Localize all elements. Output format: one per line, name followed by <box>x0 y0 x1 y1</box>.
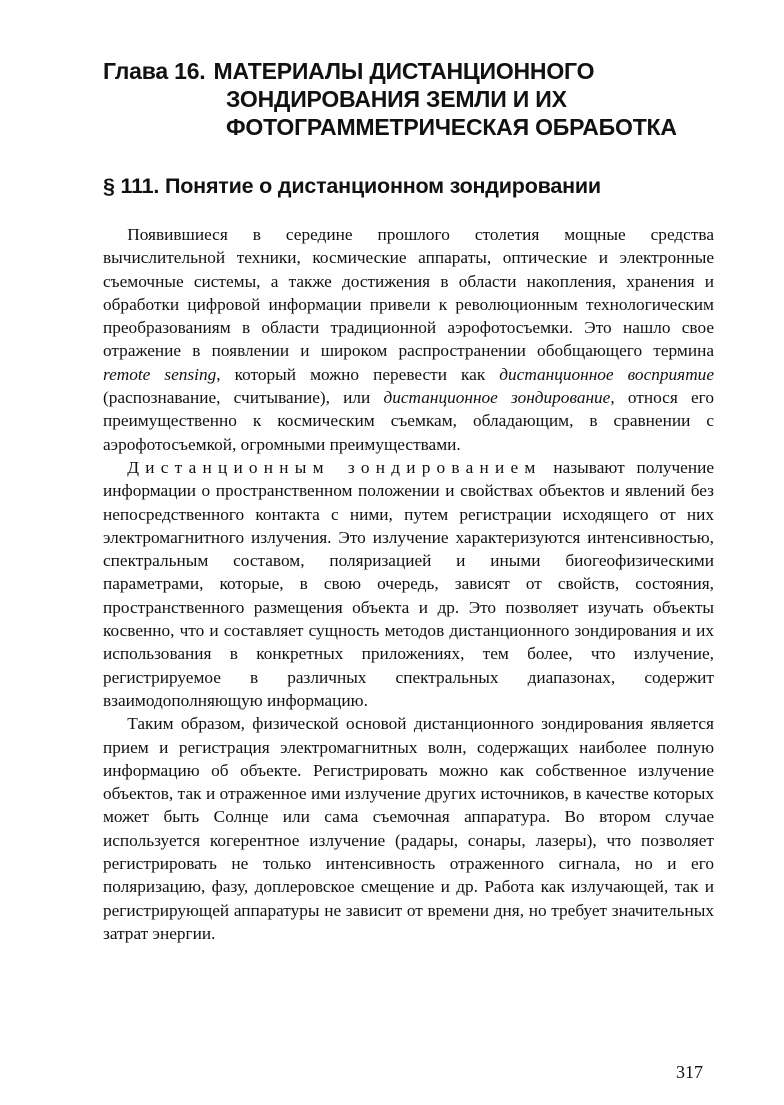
chapter-title-part-2: ЗОНДИРОВАНИЯ ЗЕМЛИ И ИХ <box>226 86 567 112</box>
paragraph-1-text-d: , относя его преимущественно к космическим съемкам, обладающим, в сравнении с аэрофотосъемкой, огромными преимуществами. <box>103 388 714 454</box>
term-remote-sensing: remote sensing <box>103 364 217 384</box>
paragraph-2 <box>103 456 714 712</box>
chapter-heading <box>103 57 743 141</box>
paragraph-1 <box>103 223 714 456</box>
section-heading: § 111. Понятие о дистанционном зондировании <box>103 174 601 198</box>
paragraph-1-text-b: , который можно перевести как <box>216 364 500 384</box>
spaced-term-definition: Дистанционным зондированием <box>127 457 542 477</box>
chapter-title-part-1: МАТЕРИАЛЫ ДИСТАНЦИОННОГО <box>213 58 595 84</box>
paragraph-1-text-a: Появившиеся в середине прошлого столетия мощные средства вычислительной техники, космические аппараты, оптические и электронные съемочные системы, а также достижения в области накопления, хранения и обработки цифровой информации привели к революционным технологическим преобразованиям в области традиционной аэрофотосъемки. Это нашло свое отражение в появлении и широком распространении обобщающего термина <box>103 225 714 361</box>
paragraph-2-text: называют получение информации о пространственном положении и свойствах объектов и явлений без непосредственного контакта с ними, путем регистрации исходящего от них электромагнитного излучения. Это излучение характеризуются интенсивностью, спектральным составом, поляризацией и иными биогеофизическими параметрами, которые, в свою очередь, зависят от свойств, состояния, пространственного размещения объекта и др. Это позволяет изучать объекты косвенно, что и составляет сущность методов дистанционного зондирования и их использования в конкретных приложениях, тем более, что излучение, регистрируемое в различных спектральных диапазонах, содержит взаимодополняющую информацию. <box>103 457 714 710</box>
paragraph-1-text-c: (распознавание, считывание), или <box>103 388 384 408</box>
page-number: 317 <box>676 1062 703 1082</box>
chapter-title-part-3: ФОТОГРАММЕТРИЧЕСКАЯ ОБРАБОТКА <box>226 114 677 140</box>
chapter-heading-line-1 <box>103 57 743 85</box>
body-text <box>103 223 714 945</box>
paragraph-3 <box>103 712 714 945</box>
term-remote-probing: дистанционное зондирование <box>383 388 611 408</box>
chapter-number: Глава 16. <box>103 58 206 84</box>
term-remote-perception: дистанционное восприятие <box>499 364 714 384</box>
paragraph-3-text: Таким образом, физической основой дистанционного зондирования является прием и регистрация электромагнитных волн, содержащих наиболее полную информацию об объекте. Регистрировать можно как собственное излучение объектов, так и отраженное ими излучение других источников, в качестве которых может быть Солнце или сама съемочная аппаратура. Во втором случае используется когерентное излучение (радары, сонары, лазеры), что позволяет регистрировать не только интенсивность отраженного сигнала, но и его поляризацию, фазу, доплеровское смещение и др. Работа как излучающей, так и регистрирующей аппаратуры не зависит от времени дня, но требует значительных затрат энергии. <box>103 714 714 943</box>
